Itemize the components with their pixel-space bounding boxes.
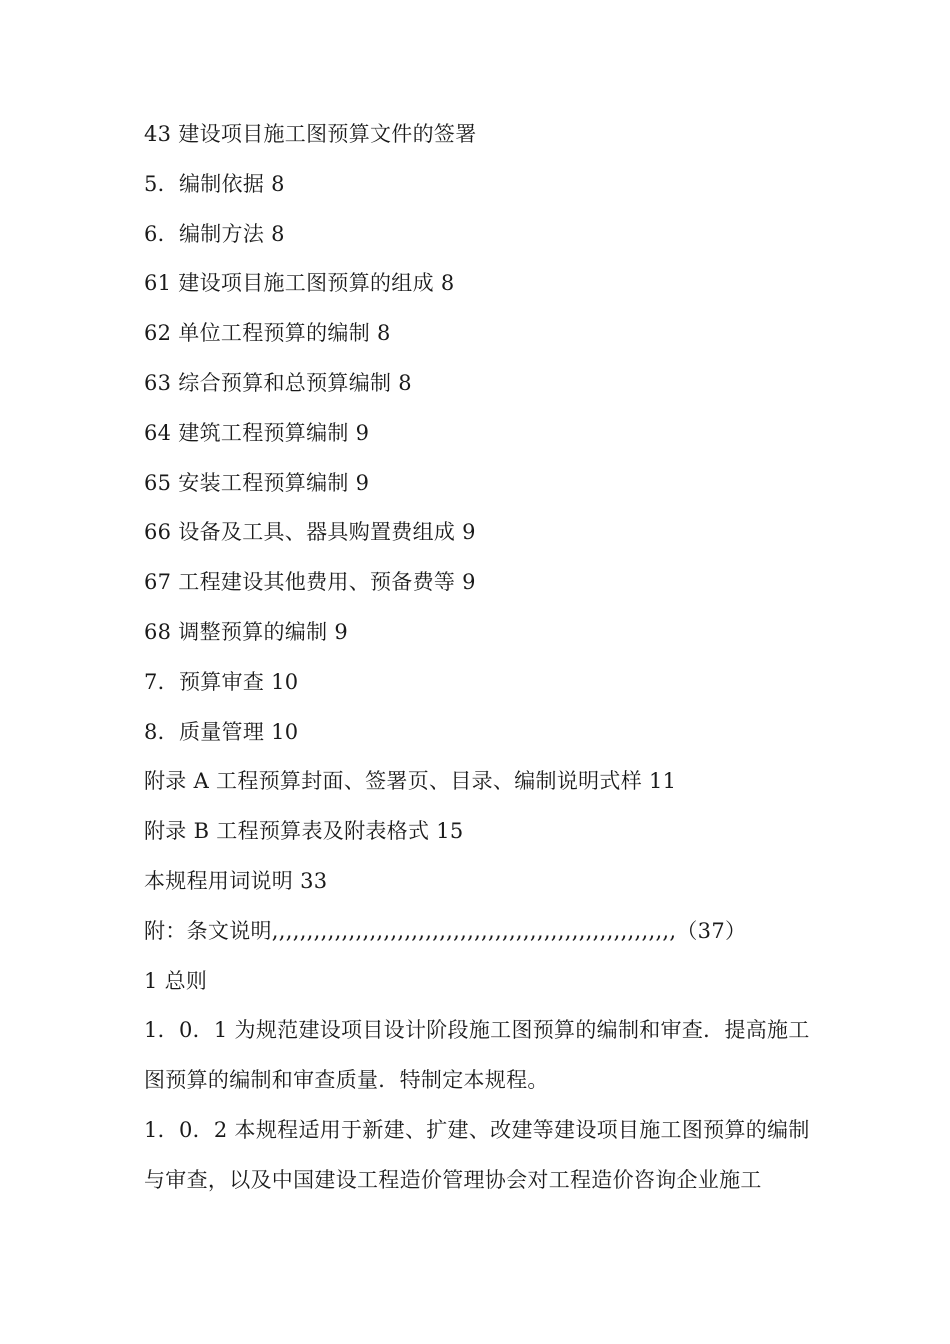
toc-entry: 附：条文说明,,,,,,,,,,,,,,,,,,,,,,,,,,,,,,,,,,,,,,,,,,,,,,,,,,,,,,,,,,（37） (144, 918, 747, 943)
document-content (144, 110, 814, 1206)
toc-entry: 附录 B 工程预算表及附表格式 15 (144, 819, 464, 844)
paragraph: 1．0．2 本规程适用于新建、扩建、改建等建设项目施工图预算的编制与审查，以及中国建设工程造价管理协会对工程造价咨询企业施工 (144, 1117, 810, 1192)
toc-entry: 附录 A 工程预算封面、签署页、目录、编制说明式样 11 (144, 769, 677, 794)
toc-entry: 62 单位工程预算的编制 8 (144, 321, 391, 346)
toc-entry: 6．编制方法 8 (144, 221, 285, 246)
toc-entry: 68 调整预算的编制 9 (144, 619, 349, 644)
toc-entry: 66 设备及工具、器具购置费组成 9 (144, 520, 476, 545)
toc-entry: 43 建设项目施工图预算文件的签署 (144, 122, 477, 146)
toc-entry: 8．质量管理 10 (144, 719, 299, 744)
paragraph: 1．0．1 为规范建设项目设计阶段施工图预算的编制和审查．提高施工图预算的编制和审查质量．特制定本规程。 (144, 1018, 810, 1093)
toc-entry: 5．编制依据 8 (144, 171, 285, 196)
toc-entry: 7．预算审查 10 (144, 669, 299, 694)
section-heading: 1 总则 (144, 968, 208, 993)
toc-entry: 64 建筑工程预算编制 9 (144, 420, 370, 445)
toc-entry: 63 综合预算和总预算编制 8 (144, 370, 412, 395)
toc-entry: 本规程用词说明 33 (144, 868, 328, 893)
toc-entry: 65 安装工程预算编制 9 (144, 470, 370, 495)
toc-entry: 61 建设项目施工图预算的组成 8 (144, 271, 455, 296)
toc-entry: 67 工程建设其他费用、预备费等 9 (144, 570, 476, 595)
